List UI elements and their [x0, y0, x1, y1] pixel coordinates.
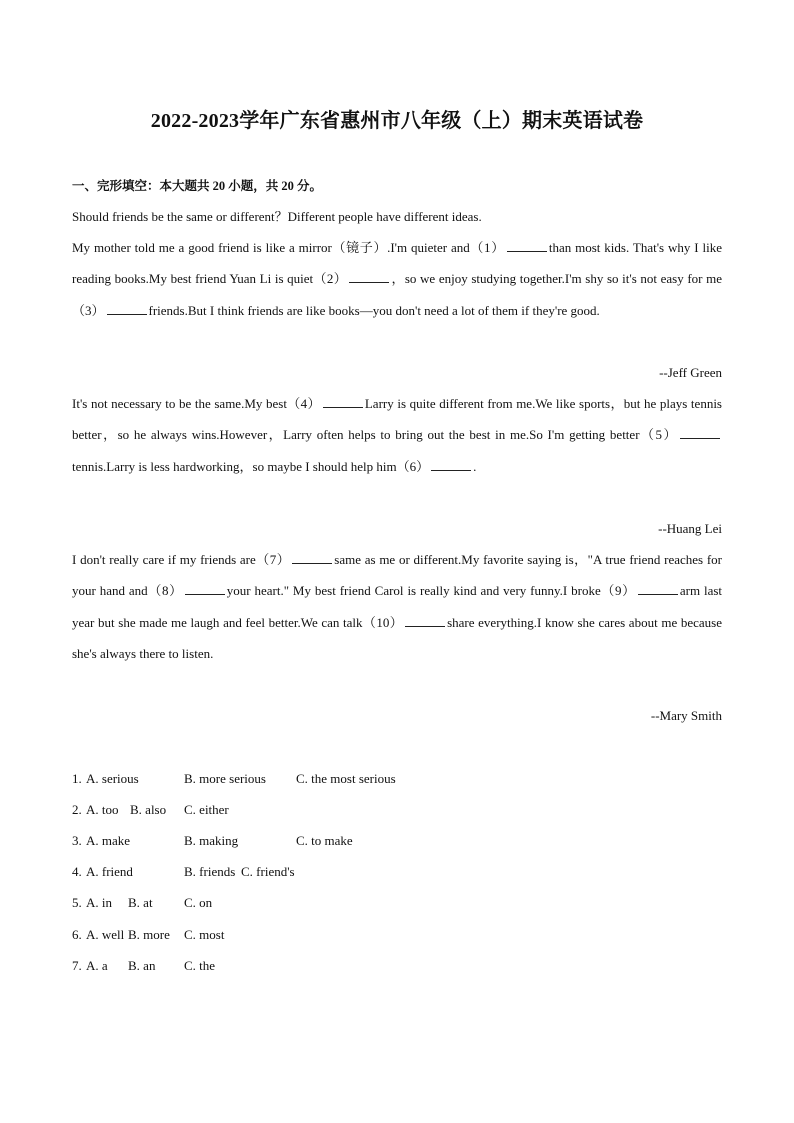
option-c: C. most — [184, 926, 225, 942]
option-b: B. at — [128, 895, 153, 911]
passage-2-text: Larry is quite different from me.We like sports，but he plays tennis better，so he always wins.However，Larry often helps to bring out the best in me.So I'm getting better（5） — [72, 396, 722, 443]
blank-2 — [349, 270, 389, 283]
question-number: 5. — [72, 895, 82, 911]
question-2-options — [72, 794, 722, 825]
blank-8 — [185, 582, 225, 595]
option-c: C. friend's — [241, 864, 295, 880]
page-title: 2022-2023学年广东省惠州市八年级（上）期末英语试卷 — [150, 110, 644, 132]
blank-1 — [507, 239, 547, 252]
option-a: A. make — [86, 832, 131, 848]
question-3-options — [72, 825, 722, 856]
option-a: A. too — [86, 801, 119, 817]
blank-10 — [405, 614, 445, 627]
signature-huang-lei: --Huang Lei — [658, 521, 722, 536]
option-c: C. on — [184, 895, 213, 911]
passage-1-text: ，so we enjoy studying together.I'm shy so it's not easy for me（3） — [72, 271, 722, 318]
option-c: C. the most serious — [296, 770, 396, 786]
signature-jeff-green: --Jeff Green — [659, 365, 722, 380]
blank-7 — [292, 551, 332, 564]
option-b: B. making — [184, 832, 239, 848]
signature-mary-smith: --Mary Smith — [650, 708, 722, 724]
passage-3-text: arm last year but she made me laugh and feel better.We can talk（10） — [72, 583, 723, 630]
blank-9 — [638, 582, 678, 595]
passage-2-text: . — [473, 458, 477, 474]
passage-2-text: tennis.Larry is less hardworking，so maybe I should help him（6） — [72, 458, 430, 474]
blank-3 — [107, 302, 147, 315]
option-c: C. either — [184, 801, 229, 817]
question-number: 6. — [72, 926, 82, 942]
answer-options — [72, 763, 722, 981]
option-a: A. a — [86, 957, 108, 973]
passage-3-text: same as me or different.My favorite saying is，"A true friend reaches for your hand and（8） — [72, 552, 722, 599]
passage-3 — [72, 544, 722, 669]
option-b: B. an — [128, 957, 156, 973]
option-c: C. to make — [296, 832, 353, 848]
option-b: B. more serious — [184, 770, 266, 786]
passage-1 — [72, 232, 722, 326]
passage-2 — [72, 388, 722, 482]
question-6-options — [72, 919, 722, 950]
blank-5 — [680, 426, 720, 439]
passage-2-text: It's not necessary to be the same.My best（4） — [72, 396, 321, 412]
option-b: B. more — [128, 926, 170, 942]
option-b: B. also — [130, 801, 167, 817]
passage-1-text: My mother told me a good friend is like a mirror（镜子）.I'm quieter and（1） — [72, 240, 505, 256]
question-number: 4. — [72, 864, 82, 880]
question-number: 2. — [72, 801, 82, 817]
question-5-options — [72, 887, 722, 918]
question-1-options — [72, 763, 722, 794]
intro-paragraph: Should friends be the same or different？Different people have different ideas. — [72, 209, 482, 224]
question-4-options — [72, 856, 722, 887]
exam-content — [72, 201, 722, 981]
blank-6 — [431, 458, 471, 471]
passage-3-text: I don't really care if my friends are（7） — [72, 552, 291, 568]
passage-1-text: friends.But I think friends are like books—you don't need a lot of them if they're good. — [148, 302, 600, 318]
passage-3-text: share everything.I know she cares about me because she's always there to listen. — [72, 614, 722, 661]
question-7-options — [72, 950, 722, 981]
option-c: C. the — [184, 957, 216, 973]
question-number: 3. — [72, 832, 82, 848]
option-a: A. in — [86, 895, 112, 911]
option-b: B. friends — [184, 864, 236, 880]
option-a: A. well — [86, 926, 125, 942]
blank-4 — [323, 395, 363, 408]
question-number: 1. — [72, 770, 82, 786]
passage-3-text: your heart." My best friend Carol is really kind and very funny.I broke（9） — [226, 583, 636, 599]
option-a: A. serious — [86, 770, 139, 786]
question-number: 7. — [72, 957, 82, 973]
section-heading: 一、完形填空：本大题共 20 小题，共 20 分。 — [72, 179, 323, 193]
option-a: A. friend — [86, 864, 133, 880]
passage-1-text: than most kids. That's why I like reading books.My best friend Yuan Li is quiet（2） — [72, 240, 722, 287]
